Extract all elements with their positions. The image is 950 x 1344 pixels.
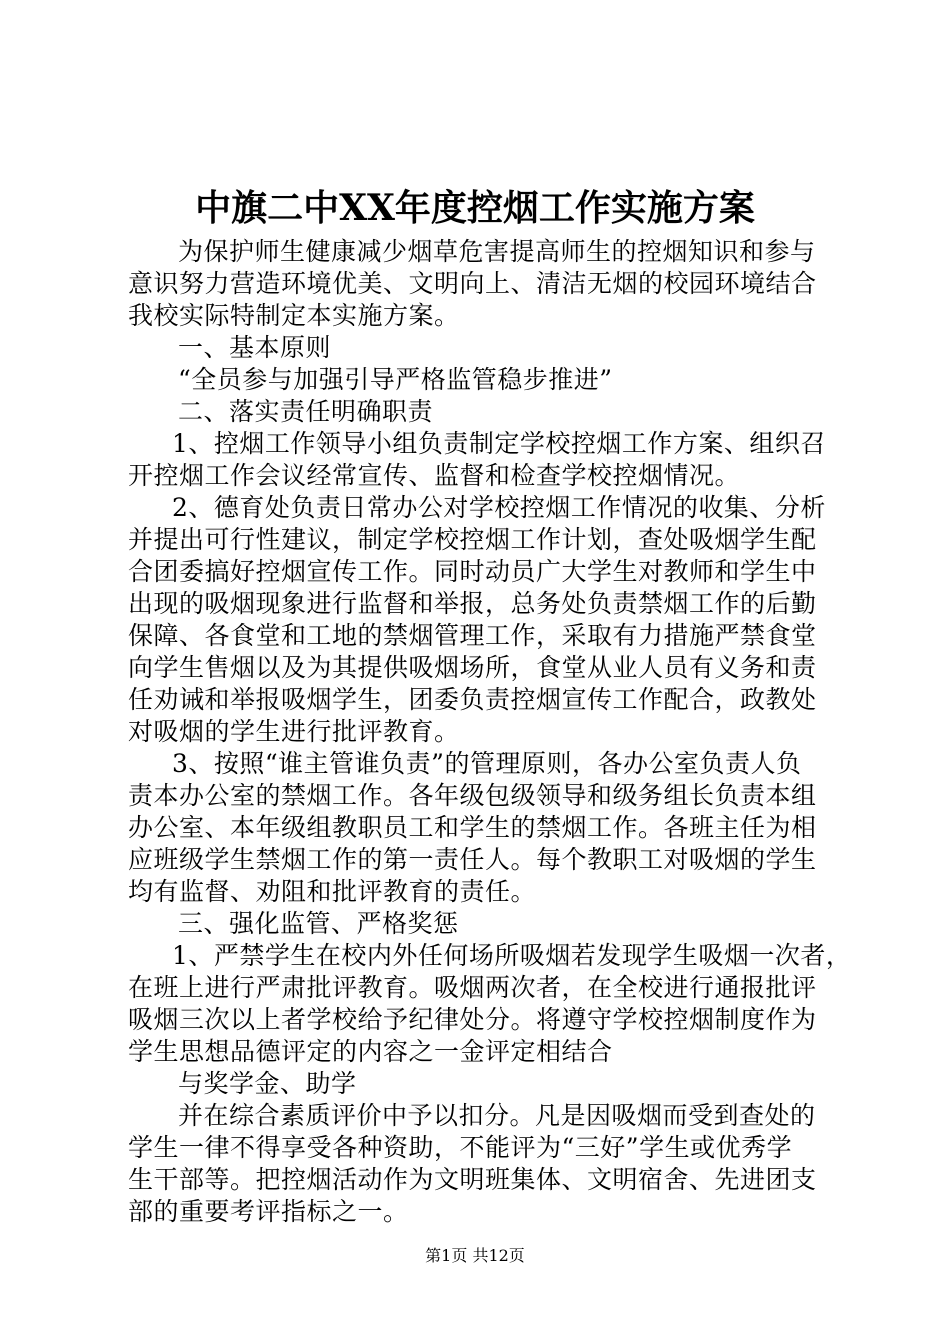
- paragraph-line: 吸烟三次以上者学校给予纪律处分。将遵守学校控烟制度作为: [128, 1005, 817, 1034]
- paragraph-line: 与奖学金、助学: [178, 1069, 357, 1098]
- paragraph-line: 生干部等。把控烟活动作为文明班集体、文明宿舍、先进团支: [128, 1165, 817, 1194]
- paragraph-line: 3、按照“谁主管谁负责”的管理原则，各办公室负责人负: [172, 749, 802, 778]
- paragraph-line: 合团委搞好控烟宣传工作。同时动员广大学生对教师和学生中: [128, 557, 817, 586]
- paragraph-line: 应班级学生禁烟工作的第一责任人。每个教职工对吸烟的学生: [128, 845, 817, 874]
- paragraph-line: 部的重要考评指标之一。: [128, 1197, 409, 1226]
- paragraph-line: 为保护师生健康减少烟草危害提高师生的控烟知识和参与: [178, 237, 816, 266]
- document-body: [128, 236, 852, 1228]
- paragraph-line: 保障、各食堂和工地的禁烟管理工作，采取有力措施严禁食堂: [128, 621, 817, 650]
- paragraph-line: 学生一律不得享受各种资助，不能评为“三好”学生或优秀学: [128, 1133, 793, 1162]
- section-heading: 二、落实责任明确职责: [178, 397, 434, 426]
- paragraph-line: 责本办公室的禁烟工作。各年级包级领导和级务组长负责本组: [128, 781, 817, 810]
- paragraph-line: 均有监督、劝阻和批评教育的责任。: [128, 877, 537, 906]
- document-title: 中旗二中XX年度控烟工作实施方案: [195, 187, 755, 229]
- paragraph-line: 开控烟工作会议经常宣传、监督和检查学校控烟情况。: [128, 461, 741, 490]
- paragraph-line: 并在综合素质评价中予以扣分。凡是因吸烟而受到查处的: [178, 1101, 816, 1130]
- paragraph-line: 办公室、本年级组教职员工和学生的禁烟工作。各班主任为相: [128, 813, 817, 842]
- paragraph-line: 出现的吸烟现象进行监督和举报，总务处负责禁烟工作的后勤: [128, 589, 817, 618]
- paragraph-line: 在班上进行严肃批评教育。吸烟两次者，在全校进行通报批评: [128, 973, 817, 1002]
- paragraph-line: 对吸烟的学生进行批评教育。: [128, 717, 460, 746]
- paragraph-line: 向学生售烟以及为其提供吸烟场所，食堂从业人员有义务和责: [128, 653, 817, 682]
- section-heading: 三、强化监管、严格奖惩: [178, 909, 459, 938]
- paragraph-line: 学生思想品德评定的内容之一金评定相结合: [128, 1037, 613, 1066]
- paragraph-line: “全员参与加强引导严格监管稳步推进”: [178, 365, 613, 394]
- paragraph-line: 我校实际特制定本实施方案。: [128, 301, 460, 330]
- paragraph-line: 意识努力营造环境优美、文明向上、清洁无烟的校园环境结合: [128, 269, 817, 298]
- paragraph-line: 2、德育处负责日常办公对学校控烟工作情况的收集、分析: [172, 493, 826, 522]
- paragraph-line: 并提出可行性建议，制定学校控烟工作计划，查处吸烟学生配: [128, 525, 817, 554]
- section-heading: 一、基本原则: [178, 333, 332, 362]
- paragraph-line: 任劝诫和举报吸烟学生，团委负责控烟宣传工作配合，政教处: [128, 685, 817, 714]
- paragraph-line: 1、控烟工作领导小组负责制定学校控烟工作方案、组织召: [172, 429, 826, 458]
- paragraph-line: 1、严禁学生在校内外任何场所吸烟若发现学生吸烟一次者，: [172, 941, 852, 970]
- page-number-footer: 第1页 共12页: [425, 1246, 525, 1265]
